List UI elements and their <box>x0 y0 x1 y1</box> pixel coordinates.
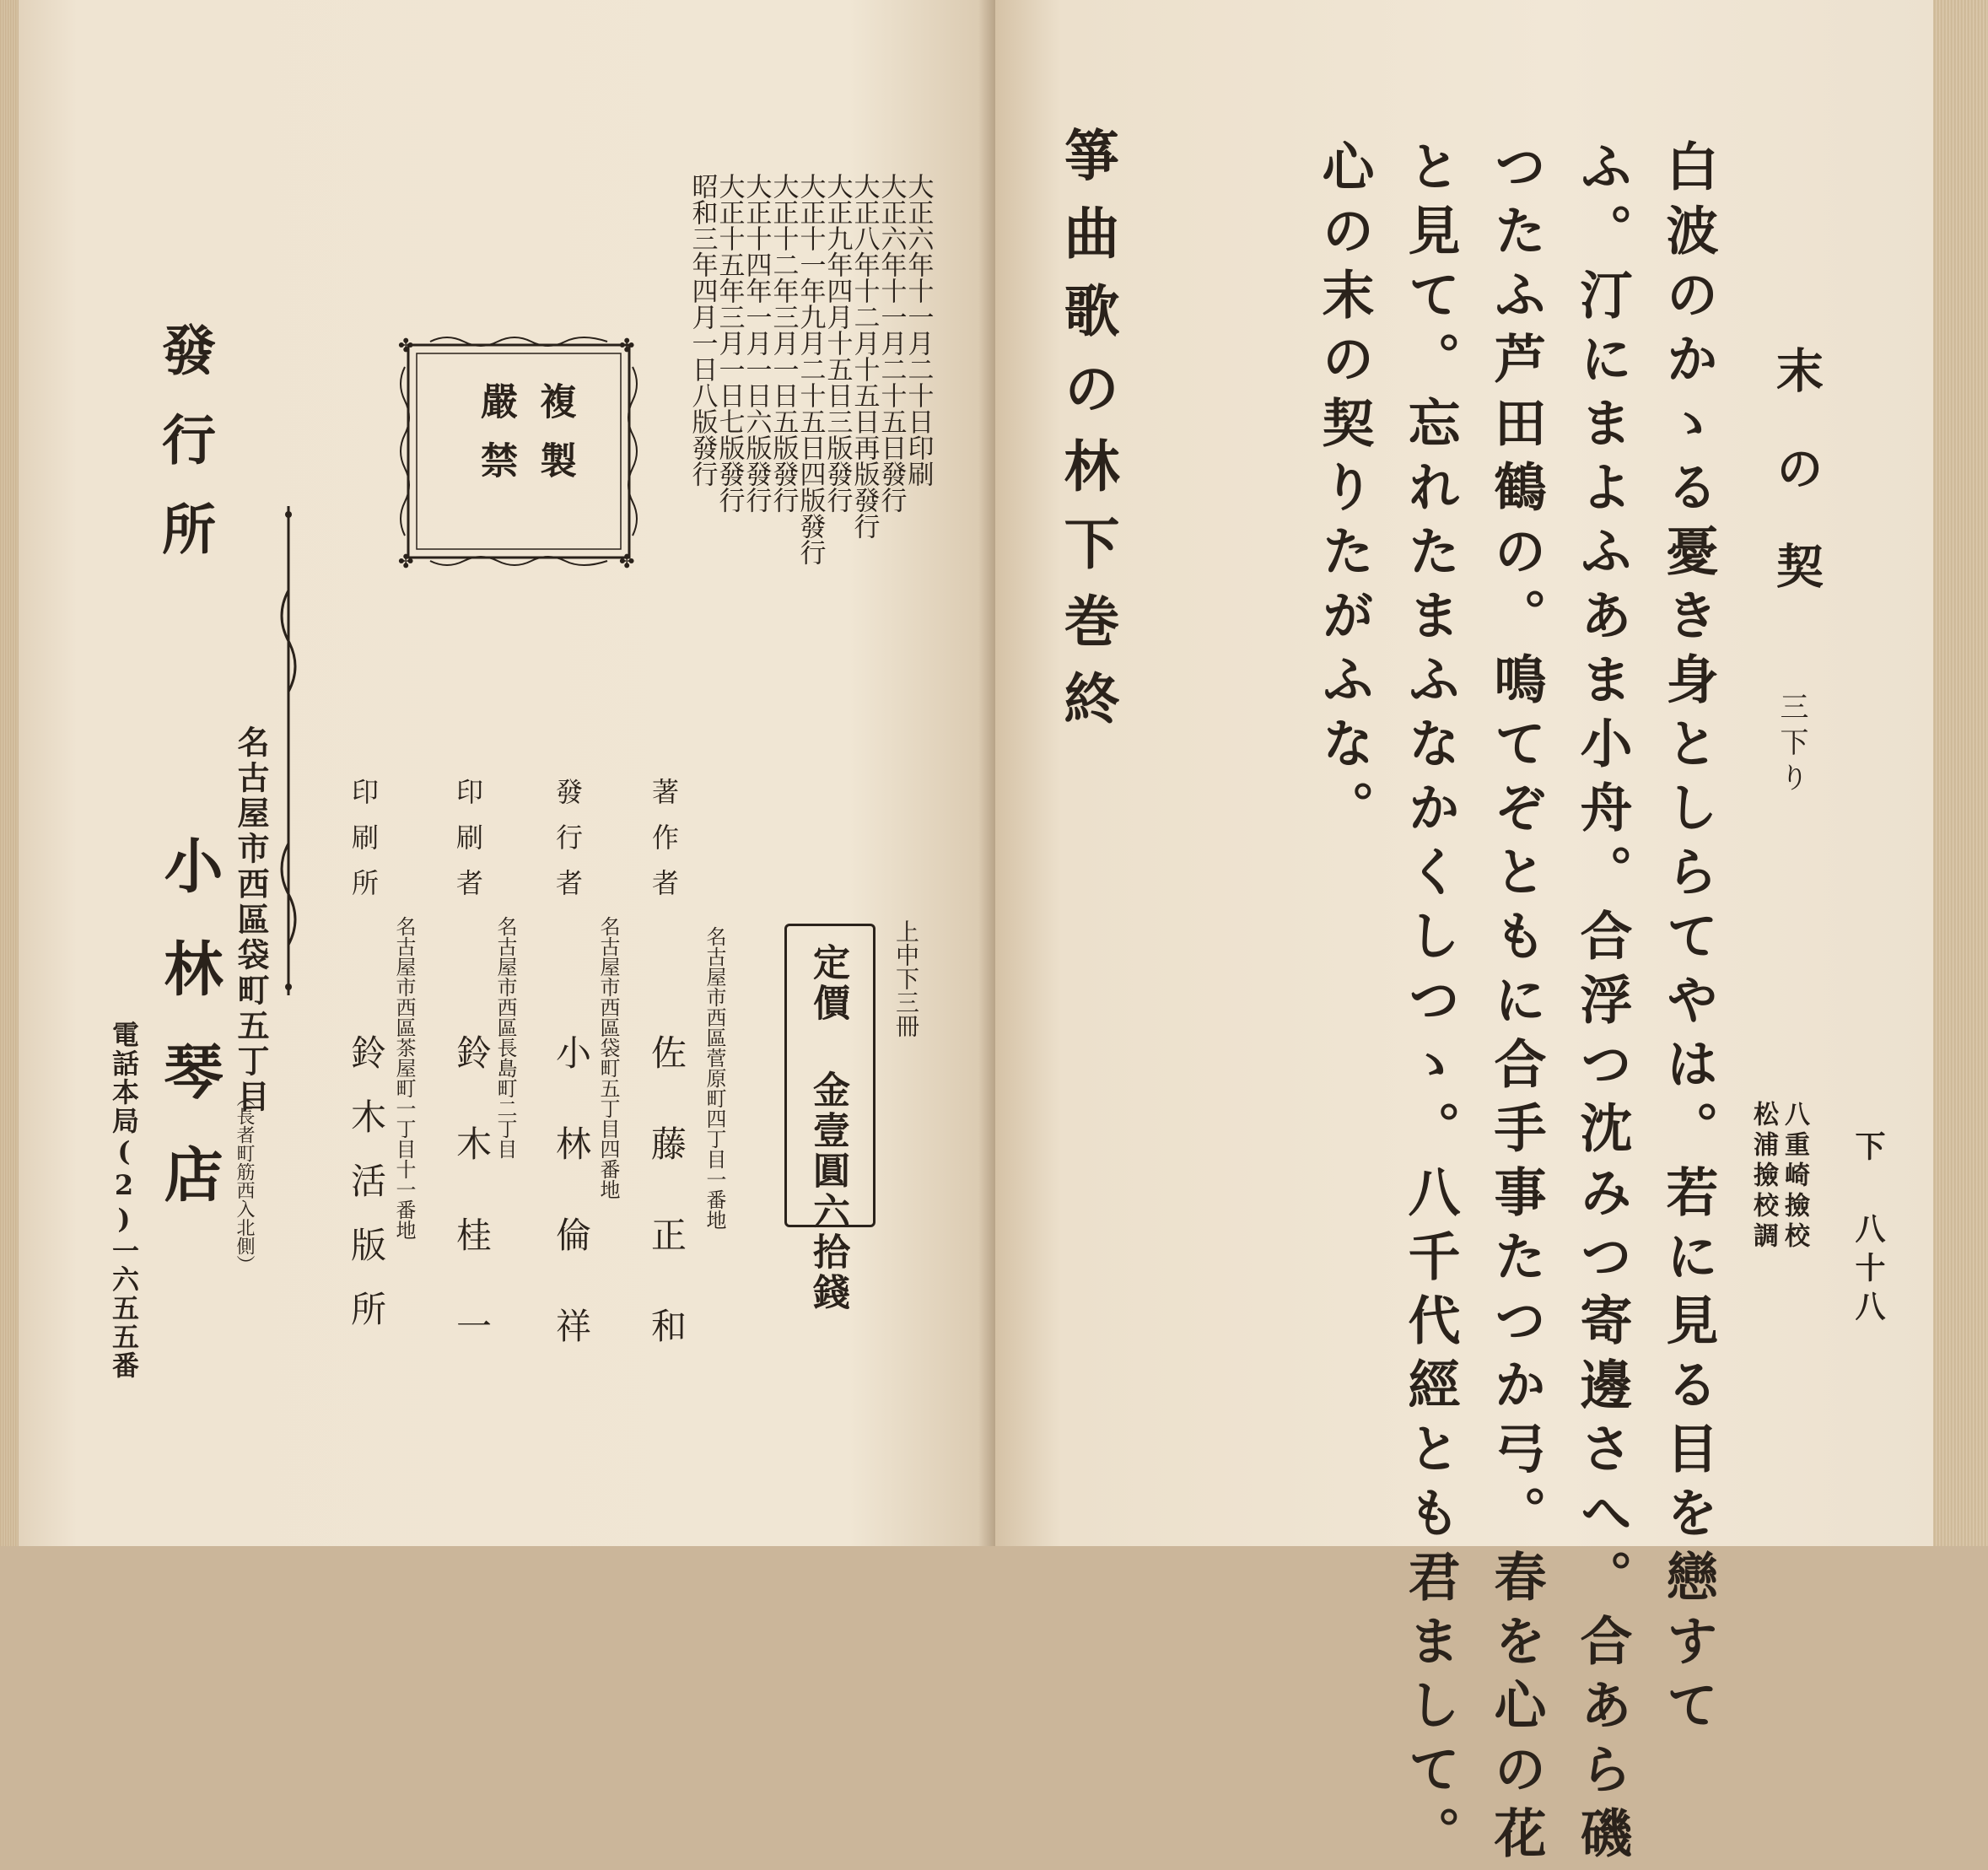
svg-text:✤: ✤ <box>619 336 635 357</box>
svg-text:✤: ✤ <box>398 336 414 357</box>
credit-name: 鈴木活版所 <box>346 1034 387 1355</box>
edition-line: 大正十一年九月二十五日四版發行 <box>795 173 826 565</box>
edition-line: 大正八年十二月十五日再版發行 <box>849 173 880 539</box>
publisher-name: 小林琴店 <box>154 835 224 1247</box>
book-edge-left <box>0 0 19 1546</box>
copyright-stamp <box>396 333 641 569</box>
svg-text:✤: ✤ <box>619 552 635 569</box>
edition-line: 大正十二年三月一日五版發行 <box>768 173 799 513</box>
price: 定價 金壹圓六拾錢 <box>806 943 849 1313</box>
composer: 松浦撿校調 <box>1748 1101 1778 1253</box>
credit-address: 名古屋市西區袋町五丁目四番地 <box>596 916 620 1199</box>
stamp-text: 嚴禁 <box>474 382 517 500</box>
publisher-address: 名古屋市西區袋町五丁目 <box>232 725 270 1115</box>
publisher-address-note: （長者町筋西入北側） <box>234 1088 255 1274</box>
price-box <box>784 924 875 1313</box>
edition-line: 大正六年十一月二十五日發行 <box>875 173 907 513</box>
lyric-line: 白波のかゝる憂き身としらてやは。若に見る目を戀すて <box>1657 139 1719 1742</box>
volume-end-title: 箏曲歌の林下巻終 <box>1054 127 1120 747</box>
credit-name: 小林倫祥 <box>551 1034 592 1398</box>
edition-line: 大正六年十一月二十日印刷 <box>902 173 934 487</box>
credit-address: 名古屋市西區長島町二丁目 <box>493 916 517 1159</box>
edition-line: 大正十四年一月一日六版發行 <box>741 173 772 513</box>
credit-address: 名古屋市西區茶屋町一丁目十一番地 <box>392 916 416 1240</box>
colophon-page <box>19 0 995 1546</box>
lyric-line: つたふ芦田鶴の。鳴てぞともに合手事たつか弓。春を心の花 <box>1485 139 1547 1870</box>
credit-role: 著作者 <box>648 778 680 914</box>
stamp-text: 複製 <box>533 382 576 500</box>
edition-line: 大正九年四月十五日三版發行 <box>822 173 853 513</box>
tuning: 三下り <box>1775 692 1808 798</box>
credit-name: 鈴木桂一 <box>451 1034 493 1398</box>
volume-label: 上中下三冊 <box>892 919 920 1037</box>
song-page <box>995 0 1933 1870</box>
lyric-line: ふ。汀にまよふあま小舟。合浮つ沈みつ寄邊さへ。合あら磯 <box>1571 139 1633 1870</box>
svg-text:✤: ✤ <box>398 552 414 569</box>
lyric-line: と見て。忘れたまふなかくしつゝ。八千代經とも君まして。 <box>1399 139 1461 1870</box>
lyric-line: 心の末の契りたがふな。 <box>1313 139 1375 844</box>
decorative-rule-icon <box>272 506 305 995</box>
song-title: 末の契 <box>1769 346 1824 639</box>
credit-address: 名古屋市西區菅原町四丁目一番地 <box>703 926 726 1230</box>
composer: 八重崎撿校 <box>1780 1101 1809 1253</box>
edition-line: 昭和三年四月一日八版發行 <box>687 173 718 487</box>
credit-role: 印刷所 <box>347 778 380 914</box>
credit-role: 發行者 <box>552 778 584 914</box>
publisher-phone: 電話本局(2)一六五五番 <box>108 1021 140 1380</box>
page-number: 下 八十八 <box>1851 1130 1886 1329</box>
book-edge-right <box>1933 0 1988 1546</box>
credit-name: 佐藤正和 <box>646 1034 687 1398</box>
credit-role: 印刷者 <box>452 778 484 914</box>
edition-line: 大正十五年三月一日七版發行 <box>714 173 745 513</box>
publisher-label: 發行所 <box>153 322 216 590</box>
